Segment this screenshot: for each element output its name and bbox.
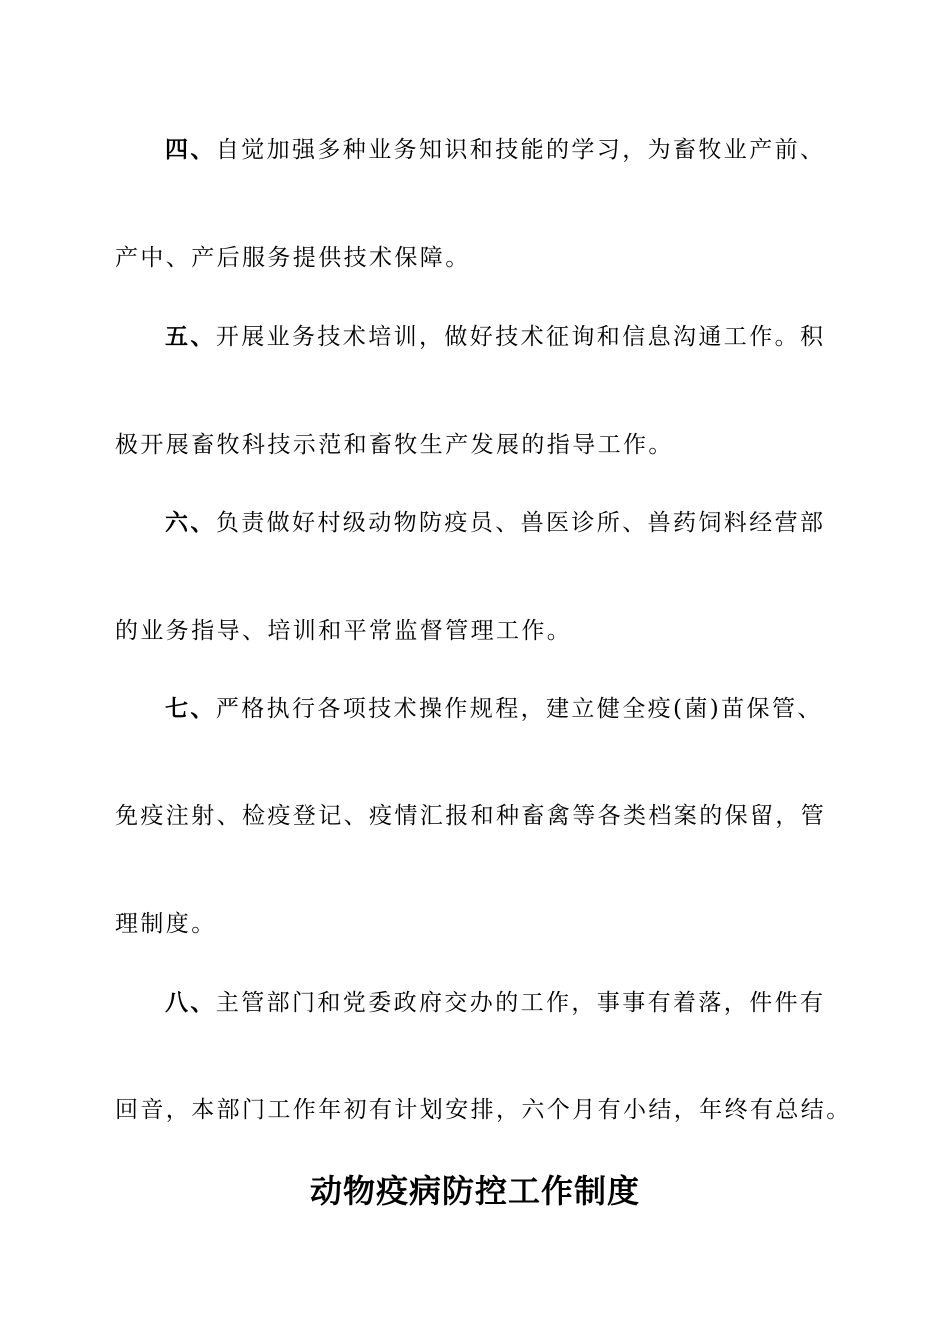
paragraph-7-number: 七、	[165, 695, 216, 722]
paragraph-5-text-1: 开展业务技术培训，做好技术征询和信息沟通工作。积	[215, 324, 826, 350]
paragraph-8-line-2: 回音，本部门工作年初有计划安排，六个月有小结，年终有总结。	[115, 1097, 852, 1123]
paragraph-6-number: 六、	[165, 509, 216, 536]
paragraph-8-number: 八、	[165, 989, 216, 1016]
paragraph-5-line-2: 极开展畜牧科技示范和畜牧生产发展的指导工作。	[115, 432, 674, 458]
paragraph-7-line-2: 免疫注射、检疫登记、疫情汇报和种畜禽等各类档案的保留，管	[115, 803, 827, 829]
paragraph-5-line-1	[165, 322, 835, 352]
paragraph-7-text-1: 严格执行各项技术操作规程，建立健全疫(菌)苗保管、	[215, 696, 823, 722]
paragraph-5-number: 五、	[165, 323, 216, 350]
paragraph-8-text-1: 主管部门和党委政府交办的工作，事事有着落，件件有	[215, 990, 826, 1016]
paragraph-4-line-2: 产中、产后服务提供技术保障。	[115, 245, 471, 271]
paragraph-6-line-1	[165, 508, 835, 538]
paragraph-8-line-1	[165, 988, 835, 1018]
paragraph-4-text-1: 自觉加强多种业务知识和技能的学习，为畜牧业产前、	[215, 137, 826, 163]
paragraph-7-line-1	[165, 694, 835, 724]
section-heading: 动物疫病防控工作制度	[309, 1172, 640, 1210]
paragraph-4-number: 四、	[165, 136, 216, 163]
paragraph-6-text-1: 负责做好村级动物防疫员、兽医诊所、兽药饲料经营部	[215, 510, 826, 536]
paragraph-6-line-2: 的业务指导、培训和平常监督管理工作。	[115, 618, 573, 644]
paragraph-7-line-3: 理制度。	[115, 911, 217, 937]
paragraph-4-line-1	[165, 135, 835, 165]
